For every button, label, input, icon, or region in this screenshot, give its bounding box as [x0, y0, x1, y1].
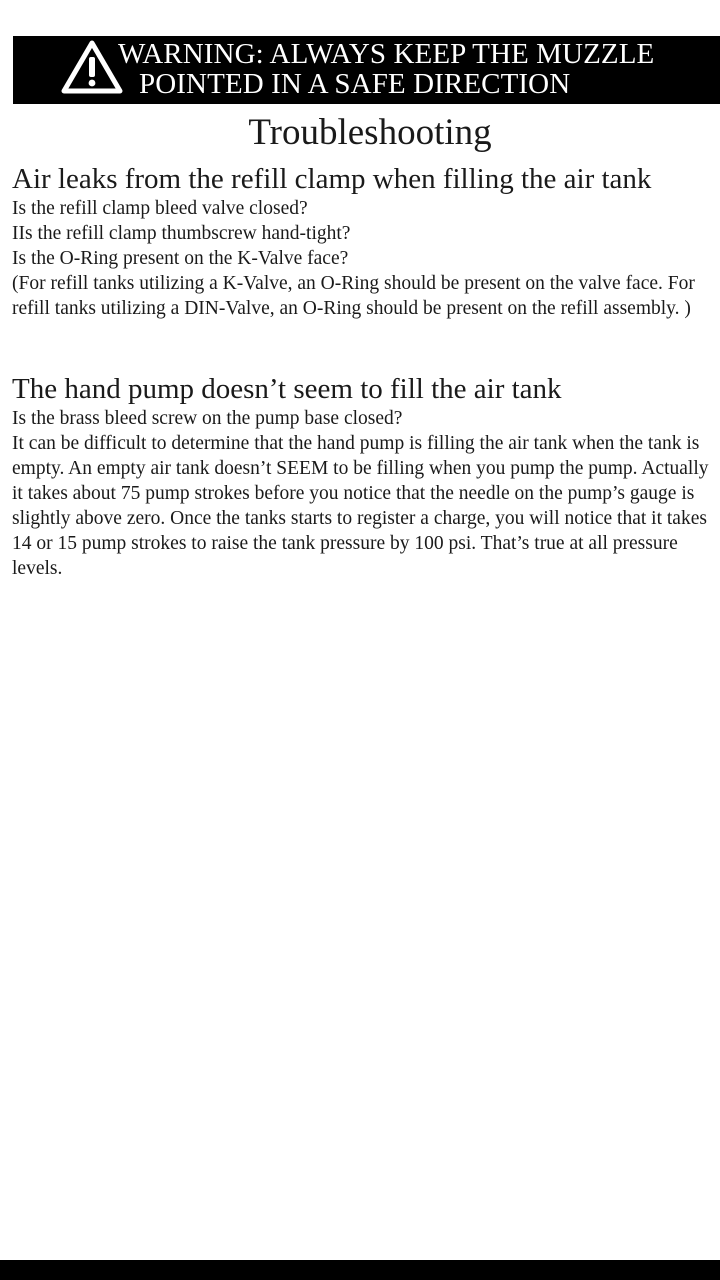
section-hand-pump — [12, 372, 716, 582]
section-heading: The hand pump doesn’t seem to fill the air tank — [12, 373, 562, 405]
section-heading: Air leaks from the refill clamp when filling the air tank — [12, 163, 652, 195]
bottom-bar — [0, 1260, 720, 1280]
note-paragraph: (For refill tanks utilizing a K-Valve, an O-Ring should be present on the valve face. For refill tanks utilizing a DIN-Valve, an O-Ring should be present on the refill assembly. ) — [12, 273, 695, 320]
warning-triangle-icon — [60, 39, 124, 95]
page-title: Troubleshooting — [248, 112, 492, 153]
warning-banner — [13, 36, 720, 104]
note-paragraph: It can be difficult to determine that the hand pump is filling the air tank when the tank is empty. An empty air tank doesn’t SEEM to be filling when you pump the pump. Actually it takes about 75 pump strokes before you notice that the needle on the pump’s gauge is slightly above zero. Once the tanks starts to register a charge, you will notice that it takes 14 or 15 pump strokes to raise the tank pressure by 100 psi. That’s true at all pressure levels. — [12, 433, 709, 580]
question-item: Is the brass bleed screw on the pump base closed? — [12, 408, 403, 429]
question-item: IIs the refill clamp thumbscrew hand-tight? — [12, 223, 351, 244]
section-refill-clamp-leak — [12, 162, 716, 321]
question-item: Is the refill clamp bleed valve closed? — [12, 198, 308, 219]
question-item: Is the O-Ring present on the K-Valve face? — [12, 248, 349, 269]
warning-text-line1: WARNING: ALWAYS KEEP THE MUZZLE — [118, 38, 655, 70]
warning-text-line2: POINTED IN A SAFE DIRECTION — [139, 68, 571, 100]
